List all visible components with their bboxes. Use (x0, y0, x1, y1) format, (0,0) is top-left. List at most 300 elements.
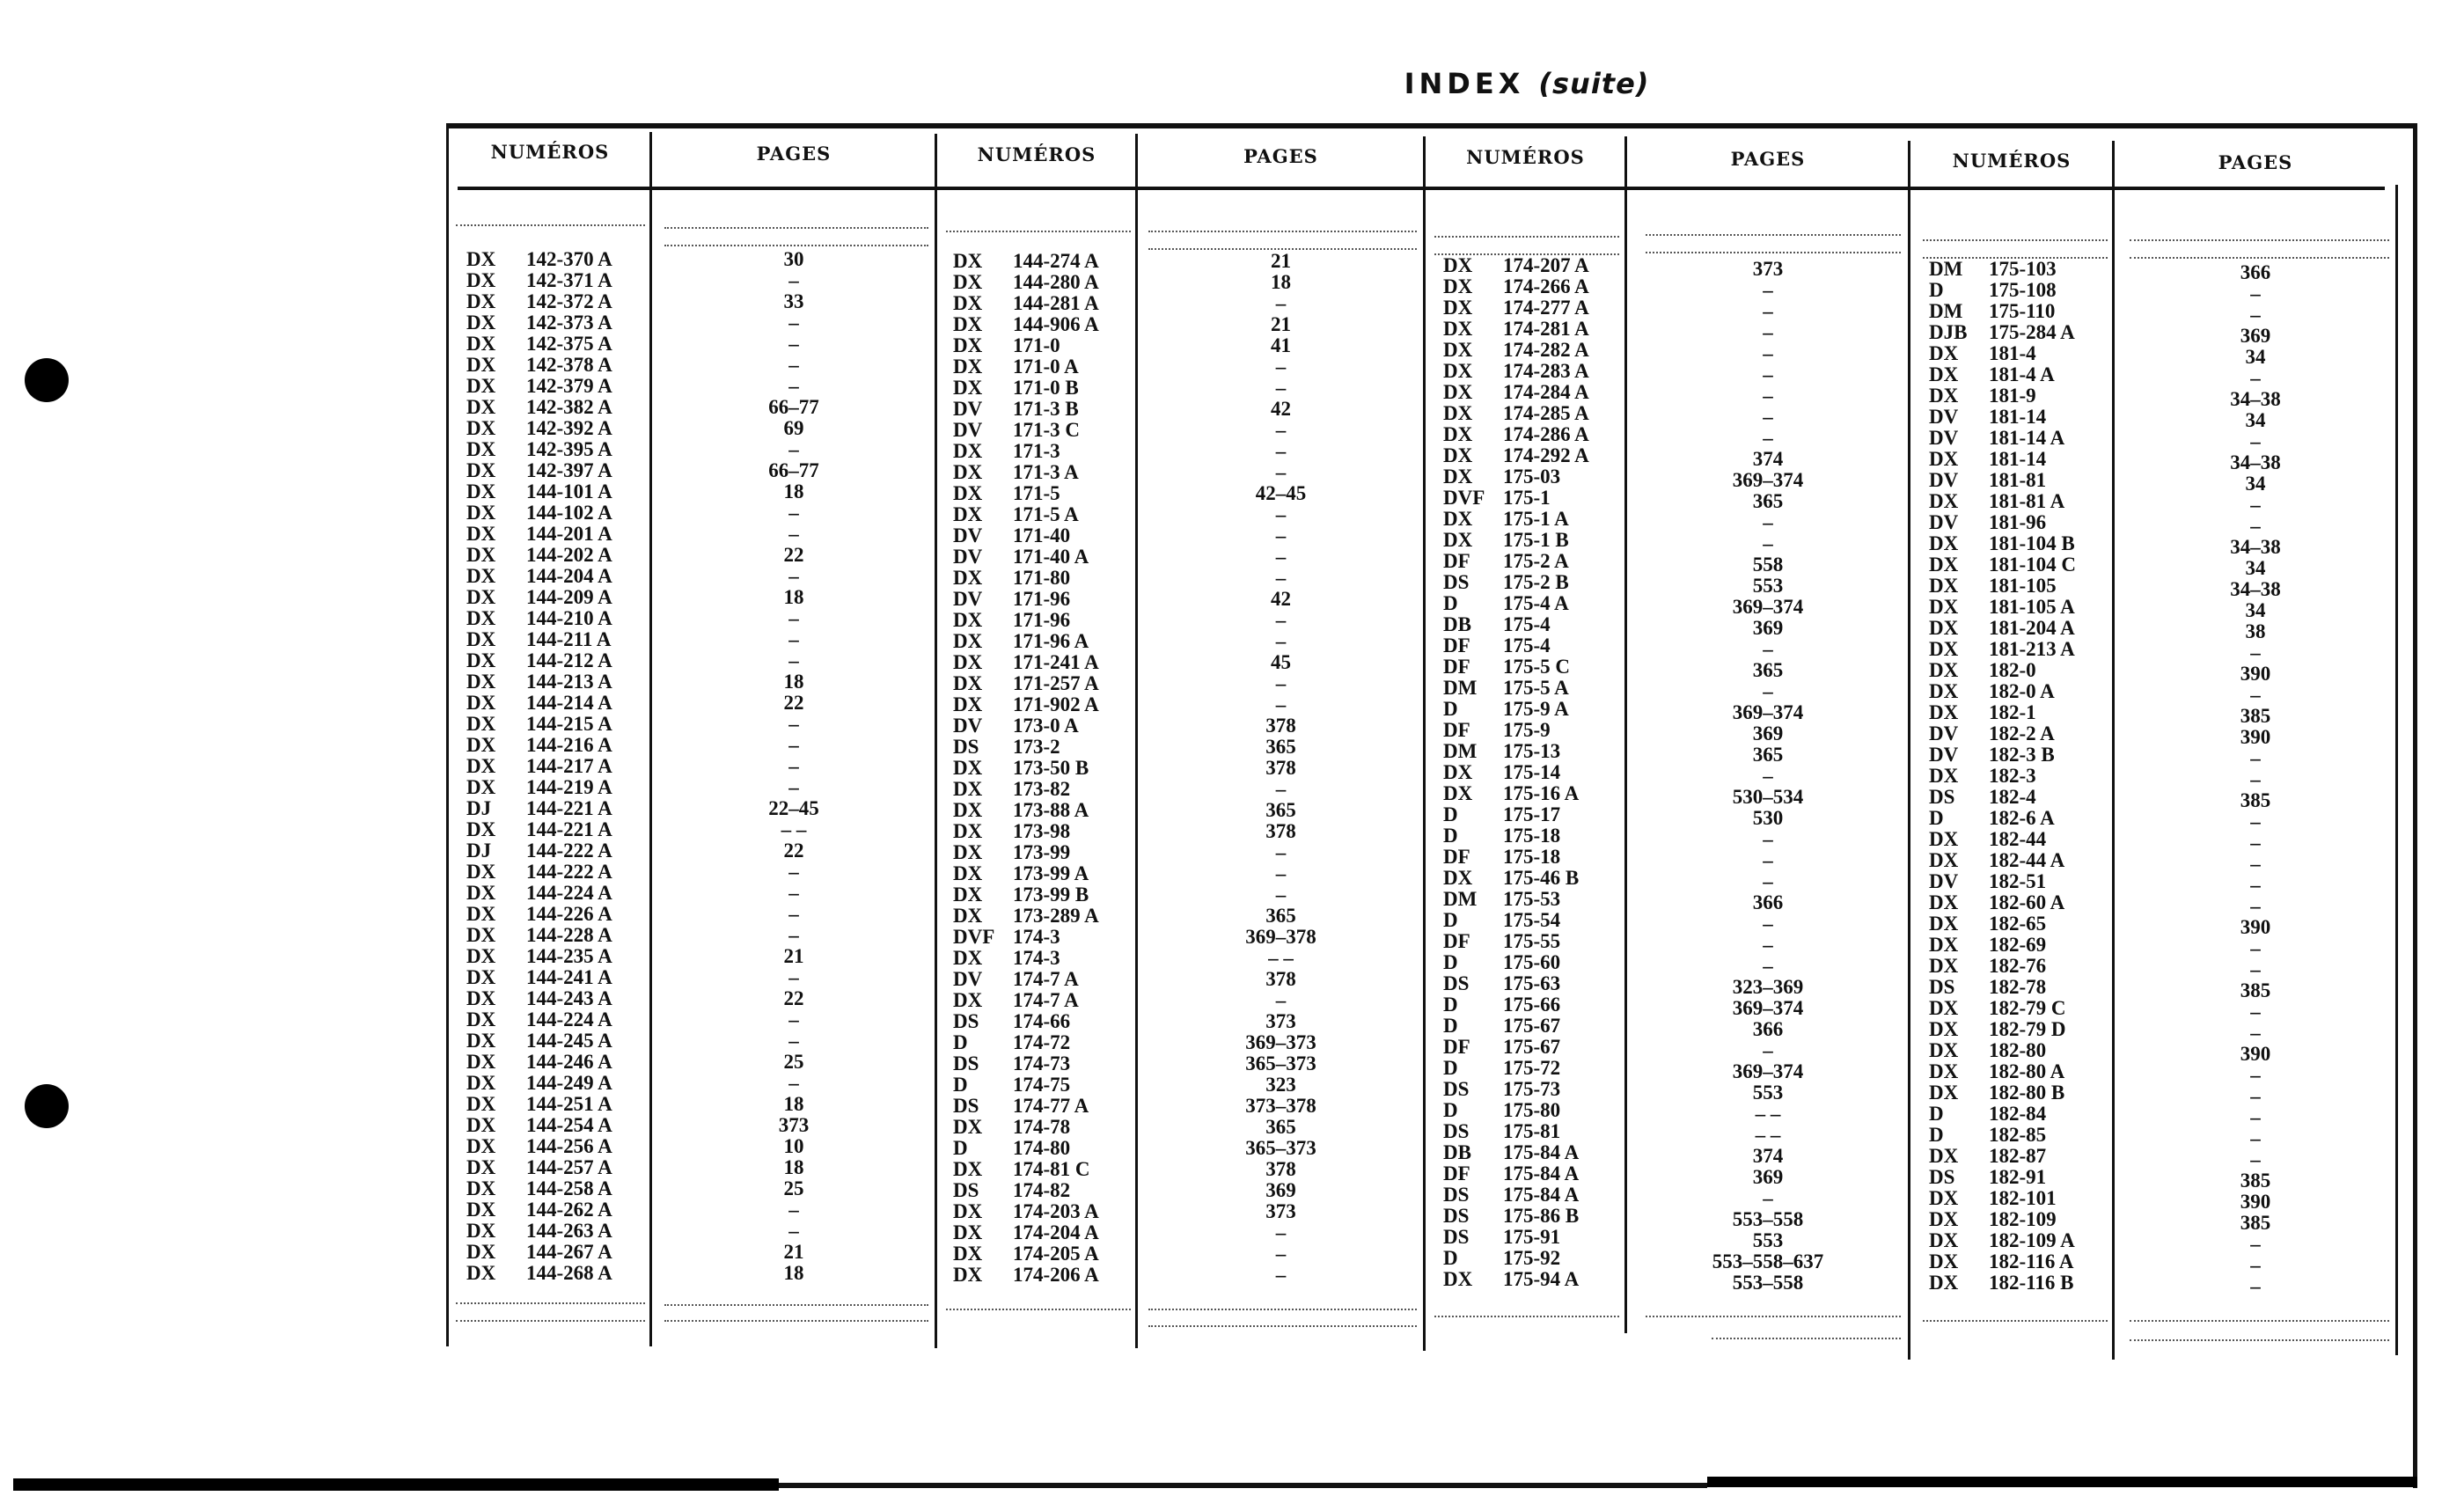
entry-prefix: DX (466, 1156, 496, 1178)
entry-pages: – (2250, 1254, 2261, 1276)
index-entry (953, 1159, 1099, 1180)
entry-pages: – (1763, 849, 1773, 871)
entry-pages: 34 (2245, 473, 2266, 495)
entry-number: 144-235 A (526, 945, 612, 967)
entry-pages: 34 (2245, 599, 2266, 621)
dotted-rule (2130, 1320, 2389, 1322)
entry-pages: – (2250, 1127, 2261, 1149)
entry-prefix: DF (1443, 1162, 1470, 1184)
entry-number: 182-116 A (1989, 1250, 2074, 1272)
header-pages-3: PAGES (1730, 148, 1806, 170)
index-entry (1443, 1100, 1589, 1121)
index-entry (953, 779, 1099, 800)
entry-pages: – (788, 1220, 799, 1242)
column-divider (1135, 134, 1138, 1348)
pages-column-3 (1628, 259, 1908, 1294)
index-entry (1443, 656, 1589, 678)
index-entry (953, 335, 1099, 356)
index-entry (466, 988, 612, 1009)
entry-pages: – (2250, 1001, 2261, 1023)
entry-pages: 553 (1752, 1082, 1784, 1104)
dotted-rule (2130, 257, 2389, 259)
entry-pages: – (2250, 768, 2261, 790)
frame-top-rule (446, 123, 2417, 128)
entry-number: 174-203 A (1013, 1200, 1099, 1222)
entry-pages: 369–378 (1245, 926, 1316, 948)
entry-pages: – (1763, 1187, 1773, 1209)
index-entry (1929, 723, 2076, 744)
entry-prefix: DS (1443, 1205, 1470, 1227)
entry-number: 174-292 A (1503, 444, 1589, 466)
index-entry (466, 1073, 612, 1094)
index-entry (1443, 297, 1589, 319)
numeros-column-4 (1929, 259, 2076, 1294)
entry-prefix: DX (953, 292, 983, 314)
entry-prefix: DX (466, 459, 496, 481)
index-entry (953, 314, 1099, 335)
index-entry (466, 608, 612, 629)
entry-number: 175-108 (1989, 279, 2057, 301)
index-entry (1929, 343, 2076, 364)
entry-pages: – (2250, 874, 2261, 896)
entry-prefix: DX (1929, 490, 1959, 512)
entry-number: 182-101 (1989, 1187, 2057, 1209)
bottom-bar (13, 1478, 779, 1491)
index-entry (953, 948, 1099, 969)
index-entry (466, 481, 612, 502)
index-entry (1929, 1188, 2076, 1209)
entry-prefix: DX (1443, 360, 1473, 382)
column-divider (2395, 185, 2398, 1355)
index-entry (953, 483, 1099, 504)
entry-pages: 378 (1265, 968, 1296, 990)
index-entry (1929, 639, 2076, 660)
index-entry (953, 293, 1099, 314)
index-entry (1929, 449, 2076, 470)
index-entry (466, 629, 612, 650)
entry-pages: – (1763, 934, 1773, 956)
entry-number: 174-286 A (1503, 423, 1589, 445)
index-entry (466, 439, 612, 460)
entry-pages: – (1763, 321, 1773, 343)
entry-number: 144-280 A (1013, 271, 1099, 293)
index-entry (953, 1138, 1099, 1159)
dotted-rule (1712, 1338, 1901, 1339)
dotted-rule (1148, 231, 1417, 232)
index-entry (1443, 424, 1589, 445)
entry-prefix: DX (1929, 617, 1959, 639)
entry-prefix: DX (1929, 934, 1959, 956)
entry-pages: – (788, 375, 799, 397)
entry-number: 182-79 C (1989, 997, 2066, 1019)
index-entry (1443, 593, 1589, 614)
index-entry (1443, 1058, 1589, 1079)
entry-number: 174-266 A (1503, 275, 1589, 297)
index-entry (953, 568, 1099, 589)
entry-number: 182-78 (1989, 976, 2047, 998)
entry-number: 175-72 (1503, 1057, 1561, 1079)
title-text: INDEX (1404, 67, 1525, 100)
entry-number: 144-274 A (1013, 250, 1099, 272)
entry-prefix: DX (466, 945, 496, 967)
entry-prefix: DJ (466, 840, 492, 862)
entry-prefix: DX (1929, 1272, 1959, 1294)
entry-pages: – (788, 1072, 799, 1094)
index-entry (466, 587, 612, 608)
index-entry (466, 1115, 612, 1136)
entry-number: 144-221 A (526, 797, 612, 819)
entry-pages: 10 (783, 1135, 804, 1157)
entry-pages: – (788, 1008, 799, 1030)
entry-pages: 34–38 (2230, 578, 2281, 600)
entry-number: 182-4 (1989, 786, 2036, 808)
entry-prefix: D (1443, 1015, 1458, 1037)
index-entry (1929, 744, 2076, 766)
index-entry (466, 819, 612, 840)
entry-prefix: DF (1443, 719, 1470, 741)
index-entry (466, 1052, 612, 1073)
entry-number: 182-3 B (1989, 744, 2055, 766)
index-entry (953, 1032, 1099, 1053)
entry-prefix: D (1929, 807, 1944, 829)
entry-pages: 558 (1752, 554, 1784, 576)
entry-number: 181-81 A (1989, 490, 2065, 512)
index-entry (1929, 280, 2076, 301)
entry-pages: – (1275, 419, 1287, 441)
index-entry (466, 397, 612, 418)
entry-prefix: DF (1443, 846, 1470, 868)
index-entry (1929, 301, 2076, 322)
entry-pages: 373 (1265, 1010, 1296, 1032)
index-entry (1443, 910, 1589, 931)
entry-number: 174-205 A (1013, 1243, 1099, 1265)
entry-number: 174-7 A (1013, 989, 1079, 1011)
entry-pages: 378 (1265, 715, 1296, 737)
entry-number: 144-219 A (526, 776, 612, 798)
entry-number: 144-258 A (526, 1177, 612, 1199)
index-entry (1929, 892, 2076, 913)
entry-number: 144-256 A (526, 1135, 612, 1157)
entry-pages: 69 (783, 417, 804, 439)
entry-pages: – (788, 734, 799, 756)
dotted-rule (1148, 1325, 1417, 1327)
entry-pages: 30 (783, 248, 804, 270)
entry-prefix: DX (1929, 659, 1959, 681)
index-entry (953, 737, 1099, 758)
entry-pages: – (1275, 461, 1287, 483)
entry-pages: – (1275, 356, 1287, 378)
entry-pages: – – (1268, 947, 1294, 969)
entry-prefix: DX (953, 1264, 983, 1286)
entry-prefix: DX (1443, 529, 1473, 551)
entry-pages: 390 (2240, 1043, 2271, 1065)
entry-pages: 34 (2245, 409, 2266, 431)
entry-number: 144-204 A (526, 565, 612, 587)
entry-pages: 365 (1265, 736, 1296, 758)
entry-prefix: DX (466, 692, 496, 714)
entry-number: 181-14 (1989, 406, 2047, 428)
entry-pages: 18 (1271, 271, 1291, 293)
entry-pages: – (2250, 832, 2261, 854)
entry-pages: – (788, 565, 799, 587)
index-entry (1929, 1251, 2076, 1272)
entry-prefix: D (1929, 279, 1944, 301)
numeros-column-2 (953, 251, 1099, 1286)
column-divider (446, 123, 449, 1346)
column-divider (1423, 136, 1426, 1351)
entry-pages: – (788, 776, 799, 798)
index-entry (1929, 491, 2076, 512)
index-entry (953, 504, 1099, 525)
entry-pages: – (788, 755, 799, 777)
entry-number: 144-216 A (526, 734, 612, 756)
index-entry (466, 334, 612, 355)
entry-prefix: DX (953, 377, 983, 399)
index-entry (953, 1117, 1099, 1138)
index-entry (1443, 720, 1589, 741)
index-entry (1929, 322, 2076, 343)
index-entry (1443, 1142, 1589, 1163)
entry-number: 182-44 A (1989, 849, 2065, 871)
entry-pages: – (788, 966, 799, 988)
entry-prefix: DX (953, 862, 983, 884)
entry-pages: 365 (1265, 905, 1296, 927)
index-entry (1443, 445, 1589, 466)
entry-pages: 34–38 (2230, 451, 2281, 473)
entry-pages: – (788, 924, 799, 946)
index-entry (466, 418, 612, 439)
entry-number: 171-3 A (1013, 461, 1079, 483)
entry-pages: 18 (783, 586, 804, 608)
entry-pages: 22 (783, 544, 804, 566)
entry-pages: – (1763, 279, 1773, 301)
entry-prefix: DX (953, 693, 983, 715)
index-entry (466, 1263, 612, 1284)
index-entry (1443, 825, 1589, 847)
entry-pages: – (1763, 955, 1773, 977)
dotted-rule (1646, 1316, 1901, 1317)
entry-pages: – (1275, 672, 1287, 694)
index-entry (1929, 935, 2076, 956)
index-entry (1443, 1184, 1589, 1206)
entry-prefix: DX (466, 1199, 496, 1221)
index-entry (953, 462, 1099, 483)
entry-number: 144-102 A (526, 502, 612, 524)
entry-pages: 385 (2240, 979, 2271, 1001)
entry-pages: – (2250, 684, 2261, 706)
entry-number: 181-213 A (1989, 638, 2075, 660)
entry-prefix: DX (1443, 508, 1473, 530)
entry-prefix: DX (466, 713, 496, 735)
header-numeros-2: NUMÉROS (977, 143, 1096, 165)
dotted-rule (1923, 1320, 2108, 1322)
index-entry (953, 420, 1099, 441)
entry-prefix: DX (953, 820, 983, 842)
index-entry (1929, 1146, 2076, 1167)
entry-pages: – (1275, 503, 1287, 525)
index-entry (1929, 576, 2076, 597)
index-entry (953, 525, 1099, 546)
entry-pages: 553 (1752, 1229, 1784, 1251)
entry-number: 182-44 (1989, 828, 2047, 850)
entry-number: 171-3 (1013, 440, 1060, 462)
dotted-rule (1646, 252, 1901, 253)
entry-number: 142-375 A (526, 333, 612, 355)
entry-prefix: DX (1929, 448, 1959, 470)
index-entry (953, 715, 1099, 737)
index-entry (1929, 702, 2076, 723)
entry-prefix: DX (1929, 1229, 1959, 1251)
index-entry (953, 673, 1099, 694)
entry-pages: – (788, 523, 799, 545)
entry-number: 181-14 A (1989, 427, 2065, 449)
entry-number: 174-80 (1013, 1137, 1071, 1159)
entry-number: 175-80 (1503, 1099, 1561, 1121)
entry-number: 144-209 A (526, 586, 612, 608)
entry-prefix: DX (953, 609, 983, 631)
bottom-bar (1707, 1477, 2417, 1487)
entry-prefix: DX (953, 503, 983, 525)
entry-number: 175-67 (1503, 1015, 1561, 1037)
entry-prefix: DX (1929, 363, 1959, 385)
entry-pages: 366 (1752, 1018, 1784, 1040)
index-entry (953, 356, 1099, 378)
entry-number: 144-202 A (526, 544, 612, 566)
entry-number: 182-109 A (1989, 1229, 2075, 1251)
entry-prefix: DX (466, 671, 496, 693)
entry-prefix: DX (466, 987, 496, 1009)
entry-pages: 22 (783, 840, 804, 862)
entry-number: 142-395 A (526, 438, 612, 460)
entry-prefix: DX (953, 757, 983, 779)
entry-prefix: DS (1443, 1226, 1470, 1248)
index-entry (1443, 889, 1589, 910)
entry-pages: 66–77 (768, 459, 819, 481)
entry-pages: 373–378 (1245, 1095, 1316, 1117)
entry-prefix: D (1443, 803, 1458, 825)
entry-pages: 369–374 (1732, 701, 1804, 723)
index-entry (1929, 1061, 2076, 1082)
entry-pages: – (2250, 1148, 2261, 1170)
entry-number: 174-66 (1013, 1010, 1071, 1032)
index-entry (466, 1242, 612, 1263)
entry-pages: 390 (2240, 1191, 2271, 1213)
entry-prefix: DX (466, 396, 496, 418)
entry-number: 171-0 A (1013, 356, 1079, 378)
entry-number: 175-53 (1503, 888, 1561, 910)
entry-number: 175-2 B (1503, 571, 1569, 593)
index-entry (1443, 466, 1589, 488)
entry-number: 175-91 (1503, 1226, 1561, 1248)
entry-pages: – (1275, 989, 1287, 1011)
dotted-rule (664, 1320, 928, 1322)
entry-pages: – (2250, 937, 2261, 959)
entry-pages: 369–374 (1732, 469, 1804, 491)
entry-prefix: DX (953, 482, 983, 504)
entry-prefix: DX (1929, 955, 1959, 977)
entry-pages: 33 (783, 290, 804, 312)
entry-number: 142-370 A (526, 248, 612, 270)
dotted-rule (664, 1304, 928, 1306)
entry-number: 181-4 (1989, 342, 2036, 364)
index-entry (953, 1096, 1099, 1117)
entry-prefix: DX (953, 461, 983, 483)
entry-pages: 22 (783, 692, 804, 714)
entry-pages: – (788, 713, 799, 735)
entry-number: 171-40 (1013, 524, 1071, 546)
header-numeros-4: NUMÉROS (1952, 150, 2072, 172)
index-entry (1443, 931, 1589, 952)
entry-pages: – (788, 438, 799, 460)
dotted-rule (456, 224, 645, 226)
entry-pages: 42 (1271, 398, 1291, 420)
entry-number: 175-5 C (1503, 656, 1571, 678)
index-entry (466, 249, 612, 270)
entry-number: 175-60 (1503, 951, 1561, 973)
entry-number: 171-902 A (1013, 693, 1099, 715)
entry-prefix: DV (953, 419, 983, 441)
entry-number: 175-4 A (1503, 592, 1569, 614)
entry-number: 173-88 A (1013, 799, 1089, 821)
entry-number: 175-92 (1503, 1247, 1561, 1269)
entry-number: 144-243 A (526, 987, 612, 1009)
entry-number: 175-16 A (1503, 782, 1580, 804)
entry-number: 174-206 A (1013, 1264, 1099, 1286)
entry-pages: – (1763, 406, 1773, 428)
entry-number: 182-80 B (1989, 1082, 2065, 1104)
entry-number: 174-73 (1013, 1052, 1071, 1074)
entry-number: 174-75 (1013, 1074, 1071, 1096)
entry-number: 144-254 A (526, 1114, 612, 1136)
index-entry (466, 524, 612, 545)
index-entry (1929, 533, 2076, 554)
entry-number: 175-9 A (1503, 698, 1569, 720)
pages-column-2 (1139, 251, 1423, 1286)
entry-prefix: DV (1929, 870, 1959, 892)
index-entry (1929, 913, 2076, 935)
entry-prefix: DV (953, 398, 983, 420)
entry-prefix: DX (1929, 1039, 1959, 1061)
index-entry (466, 1009, 612, 1030)
entry-number: 142-373 A (526, 312, 612, 334)
entry-number: 174-207 A (1503, 254, 1589, 276)
entry-pages: – (1275, 841, 1287, 863)
index-entry (953, 842, 1099, 863)
entry-number: 175-84 A (1503, 1141, 1580, 1163)
column-divider (935, 134, 937, 1348)
dotted-rule (946, 1309, 1131, 1310)
header-numeros-3: NUMÉROS (1466, 146, 1585, 168)
index-entry (1929, 1209, 2076, 1230)
entry-pages: – (2250, 494, 2261, 516)
index-entry (953, 631, 1099, 652)
index-entry (1929, 428, 2076, 449)
entry-number: 144-213 A (526, 671, 612, 693)
index-entry (1443, 678, 1589, 699)
index-entry (466, 904, 612, 925)
entry-pages: 45 (1271, 651, 1291, 673)
entry-pages: – – (1755, 1124, 1781, 1146)
index-entry (953, 399, 1099, 420)
entry-prefix: DX (953, 651, 983, 673)
entry-prefix: DX (953, 630, 983, 652)
entry-pages: 365 (1265, 799, 1296, 821)
entry-pages: 21 (1271, 250, 1291, 272)
column-divider (2112, 141, 2115, 1360)
entry-pages: – (788, 502, 799, 524)
entry-number: 144-257 A (526, 1156, 612, 1178)
entry-number: 142-372 A (526, 290, 612, 312)
